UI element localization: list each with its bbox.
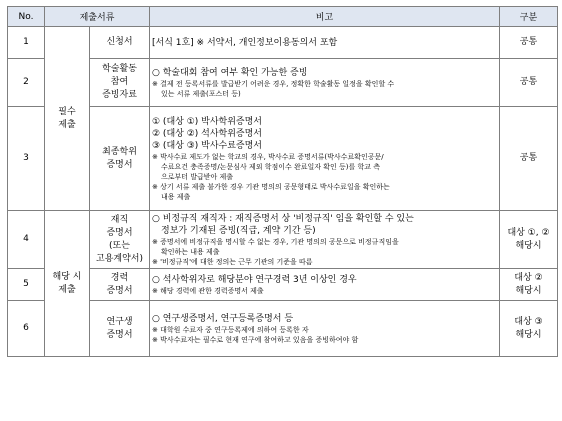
group-conditional: 해당 시 제출 bbox=[45, 211, 90, 357]
remark-line: 수료요건 충족증명/논문심사 제외 학점이수 완료일자 확인 등)를 학교 측 bbox=[161, 162, 380, 171]
header-remarks: 비고 bbox=[150, 7, 500, 27]
document-name: 학술활동 참여 증빙자료 bbox=[90, 59, 150, 107]
remark-line: ※ 결제 전 등록서류를 발급받기 어려운 경우, 정확한 학술활동 일정을 확인할 수 bbox=[152, 79, 395, 88]
remark-line: ○ 석사학위자로 해당분야 연구경력 3년 이상인 경우 bbox=[152, 274, 357, 285]
row-number: 5 bbox=[8, 269, 45, 301]
document-name: 경력 증명서 bbox=[90, 269, 150, 301]
division-cell: 공통 bbox=[500, 107, 558, 211]
remark-line: [서식 1호] ※ 서약서, 개인정보이용동의서 포함 bbox=[152, 37, 338, 48]
document-name: 최종학위 증명서 bbox=[90, 107, 150, 211]
remarks-cell bbox=[150, 107, 500, 211]
row-number: 1 bbox=[8, 27, 45, 59]
documents-table bbox=[7, 6, 558, 357]
group-required: 필수 제출 bbox=[45, 27, 90, 211]
table-row bbox=[8, 301, 558, 357]
row-number: 2 bbox=[8, 59, 45, 107]
remark-line: ※ 대학원 수료자 중 연구등록제에 의하여 등록한 자 bbox=[152, 325, 309, 334]
row-number: 3 bbox=[8, 107, 45, 211]
row-number: 4 bbox=[8, 211, 45, 269]
remarks-cell bbox=[150, 301, 500, 357]
remark-line: 으로부터 발급받아 제출 bbox=[161, 172, 234, 181]
table-row bbox=[8, 107, 558, 211]
header-docs: 제출서류 bbox=[45, 7, 150, 27]
division-cell: 공통 bbox=[500, 59, 558, 107]
division-cell: 대상 ③ 해당시 bbox=[500, 301, 558, 357]
remark-line: ○ 학술대회 참여 여부 확인 가능한 증빙 bbox=[152, 67, 308, 78]
header-division: 구분 bbox=[500, 7, 558, 27]
remarks-cell bbox=[150, 211, 500, 269]
remarks-cell bbox=[150, 269, 500, 301]
document-name: 연구생 증명서 bbox=[90, 301, 150, 357]
header-no: No. bbox=[8, 7, 45, 27]
remark-line: ※ 증명서에 비정규직을 명시할 수 없는 경우, 기관 명의의 공문으로 비정규직임을 bbox=[152, 237, 399, 246]
remarks-cell bbox=[150, 59, 500, 107]
remark-line: ○ 연구생증명서, 연구등록증명서 등 bbox=[152, 313, 294, 324]
remark-line: ※ 박사수료 제도가 없는 학교의 경우, 박사수료 증명서류(박사수료확인공문/ bbox=[152, 152, 384, 161]
division-cell: 대상 ② 해당시 bbox=[500, 269, 558, 301]
remark-line: 내용 제출 bbox=[161, 192, 191, 201]
table-row bbox=[8, 59, 558, 107]
remark-line: ③ (대상 ③) 박사수료증명서 bbox=[152, 140, 262, 151]
division-cell: 대상 ①, ② 해당시 bbox=[500, 211, 558, 269]
row-number: 6 bbox=[8, 301, 45, 357]
document-name: 신청서 bbox=[90, 27, 150, 59]
table-row bbox=[8, 211, 558, 269]
remark-line: ※ 박사수료자는 필수로 현재 연구에 참여하고 있음을 증빙하여야 함 bbox=[152, 335, 359, 344]
table-row bbox=[8, 27, 558, 59]
document-name: 재직 증명서 (또는 고용계약서) bbox=[90, 211, 150, 269]
remark-line: ※ 상기 서류 제출 불가한 경우 기관 명의의 공문형태로 박사수료일을 확인하는 bbox=[152, 182, 390, 191]
remark-line: ○ 비정규직 재직자 : 재직증명서 상 '비정규직' 임을 확인할 수 있는 bbox=[152, 213, 414, 224]
remark-line: ※ 해당 경력에 관한 경력증명서 제출 bbox=[152, 286, 264, 295]
remark-line: ① (대상 ①) 박사학위증명서 bbox=[152, 116, 262, 127]
table-row bbox=[8, 269, 558, 301]
remark-line: 정보가 기재된 증빙(직급, 계약 기간 등) bbox=[161, 225, 316, 236]
remark-line: ※ '비정규직'에 대한 정의는 근무 기관의 기준을 따름 bbox=[152, 257, 313, 266]
remarks-cell bbox=[150, 27, 500, 59]
header-row bbox=[8, 7, 558, 27]
remark-line: 확인하는 내용 제출 bbox=[161, 247, 220, 256]
remark-line: ② (대상 ②) 석사학위증명서 bbox=[152, 128, 262, 139]
division-cell: 공통 bbox=[500, 27, 558, 59]
remark-line: 있는 서류 제출(포스터 등) bbox=[161, 89, 241, 98]
